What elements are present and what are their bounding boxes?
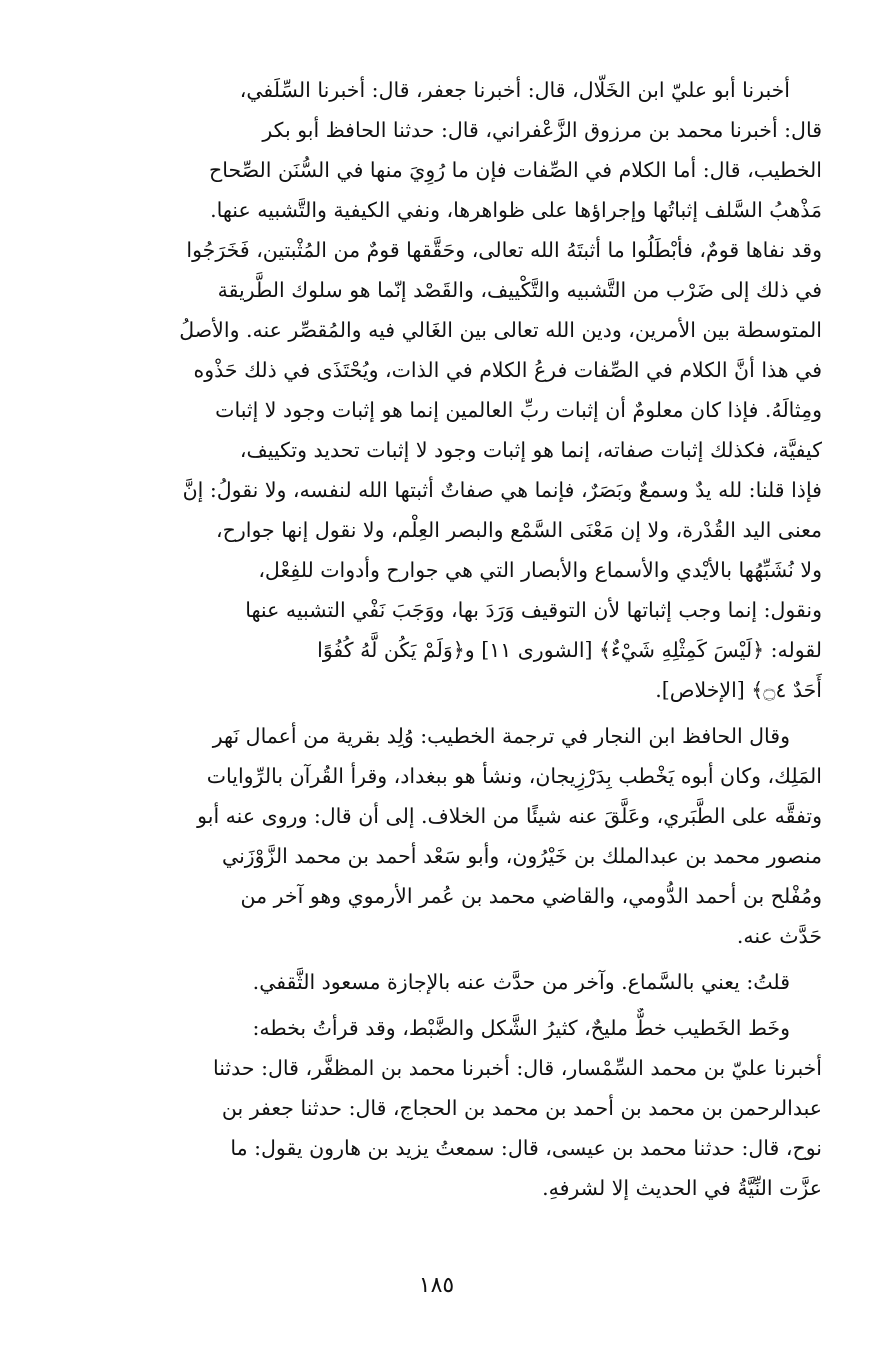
text-line: المَلِك، وكان أبوه يَخْطب بِدَرْزِيجان، ونشأ هو ببغداد، وقرأ القُرآن بالرِّوايات [206,764,822,788]
text-line: وخَط الخَطيب خطٌّ مليحٌ، كثيرُ الشَّكل والضَّبْط، وقد قرأتُ بخطه: [252,1016,790,1040]
text-line: قلتُ: يعني بالسَّماع. وآخر من حدَّث عنه بالإجازة مسعود الثَّقفي. [252,970,790,994]
text-line: مَذْهبُ السَّلف إثباتُها وإجراؤها على ظواهرها، ونفي الكيفية والتَّشبيه عنها. [210,198,822,222]
text-line: الخطيب، قال: أما الكلام في الصِّفات فإن ما رُوِيَ منها في السُّنَن الصِّحاح [209,158,822,182]
text-line: فإذا قلنا: لله يدٌ وسمعٌ وبَصَرٌ، فإنما هي صفاتٌ أثبتها الله لنفسه، ولا نقولُ: إنَّ [182,478,822,502]
text-line: ومُفْلح بن أحمد الدُّومي، والقاضي محمد بن عُمر الأرموي وهو آخر من [240,884,822,908]
text-line: حَدَّث عنه. [736,924,822,948]
text-line: وقد نفاها قومٌ، فأبْطَلُوا ما أثبتَهُ الله تعالى، وحَقَّقها قومٌ من المُثْبتين، فَخَرَجُوا [186,238,822,262]
text-line: عزَّت النِّيَّةُ في الحديث إلا لشرفهِ. [542,1176,822,1200]
text-line: في هذا أنَّ الكلام في الصِّفات فرعُ الكلام في الذات، ويُحْتَذَى في ذلك حَذْوه [193,358,822,382]
paragraph-khatt [72,1008,822,1208]
text-line: قال: أخبرنا محمد بن مرزوق الزَّعْفراني، قال: حدثنا الحافظ أبو بكر [262,118,822,142]
text-line: ونقول: إنما وجب إثباتها لأن التوقيف وَرَدَ بها، ووَجَبَ نَفْي التشبيه عنها [245,598,822,622]
paragraph-ibn-najjar [72,716,822,956]
text-line: ولا نُشَبِّهُها بالأيْدي والأسماع والأبصار التي هي جوارح وأدوات للفِعْل، [258,558,822,582]
text-line: نوح، قال: حدثنا محمد بن عيسى، قال: سمعتُ يزيد بن هارون يقول: ما [230,1136,822,1160]
text-line: ومِثالَهُ. فإذا كان معلومٌ أن إثبات ربِّ العالمين إنما هو إثبات وجود لا إثبات [215,398,822,422]
text-line: وقال الحافظ ابن النجار في ترجمة الخطيب: وُلِد بقرية من أعمال نَهر [212,724,790,748]
text-line: أخبرنا عليّ بن محمد السِّمْسار، قال: أخبرنا محمد بن المظفَّر، قال: حدثنا [213,1056,822,1080]
text-line: في ذلك إلى ضَرْب من التَّشبيه والتَّكْييف، والقَصْد إنّما هو سلوك الطَّريقة [217,278,822,302]
text-line: أَحَدٌ ۝٤﴾ [الإخلاص]. [655,678,822,702]
text-line: معنى اليد القُدْرة، ولا إن مَعْنَى السَّمْع والبصر العِلْم، ولا نقول إنها جوارح، [216,518,822,542]
text-line: منصور محمد بن عبدالملك بن خَيْرُون، وأبو سَعْد أحمد بن محمد الزَّوْزَني [221,844,822,868]
paragraph-qultu [72,962,822,1002]
text-line: عبدالرحمن بن محمد بن أحمد بن محمد بن الحجاج، قال: حدثنا جعفر بن [221,1096,822,1120]
paragraph-khatib-sifat [72,70,822,710]
text-line: وتفقَّه على الطَّبَري، وعَلَّقَ عنه شيئًا من الخلاف. إلى أن قال: وروى عنه أبو [197,804,822,828]
text-line: لقوله: ﴿لَيْسَ كَمِثْلِهِ شَيْءٌ﴾ [الشورى ١١] و﴿وَلَمْ يَكُن لَّهُ كُفُوًا [317,638,822,662]
text-line: المتوسطة بين الأمرين، ودين الله تعالى بين الغَالي فيه والمُقصِّر عنه. والأصلُ [179,318,822,342]
text-line: كيفيَّة، فكذلك إثبات صفاته، إنما هو إثبات وجود لا إثبات تحديد وتكييف، [239,438,822,462]
page-number: ١٨٥ [418,1273,455,1298]
text-line: أخبرنا أبو عليّ ابن الخَلّال، قال: أخبرنا جعفر، قال: أخبرنا السِّلَفي، [239,78,790,102]
page-body [72,70,822,1208]
